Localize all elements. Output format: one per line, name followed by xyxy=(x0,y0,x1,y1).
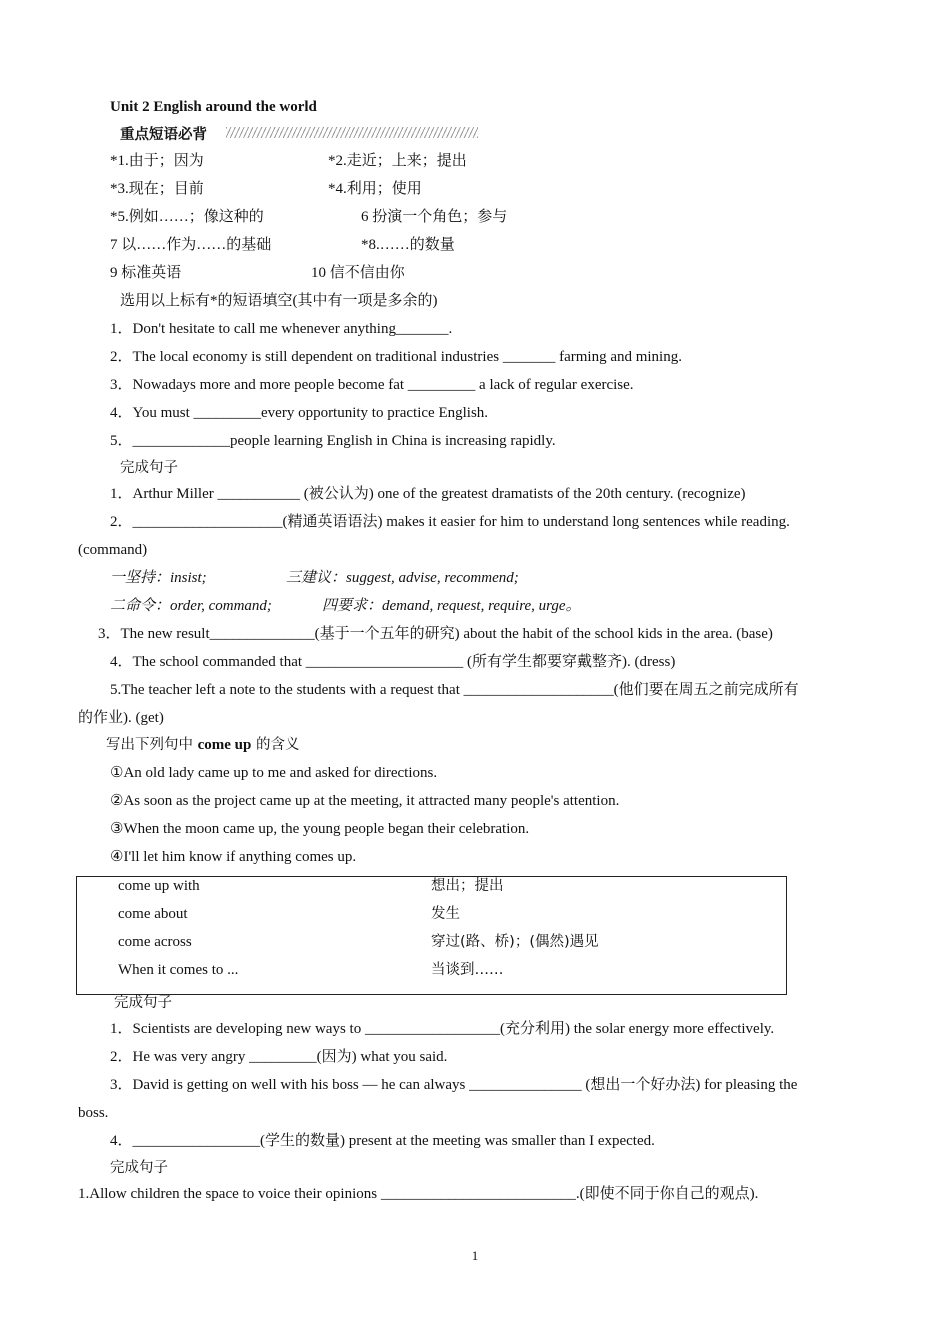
fill-question-4: 4．You must _________every opportunity to practice English. xyxy=(110,405,489,421)
table-phrase-4: When it comes to ... xyxy=(118,962,239,978)
phrase-3: *3.现在；目前 xyxy=(110,181,204,197)
table-phrase-3: come across xyxy=(118,934,192,950)
complete-question-4: 4．The school commanded that _____________________ (所有学生都要穿戴整齐). (dress) xyxy=(110,654,676,670)
come-up-sentence-4: ④I'll let him know if anything comes up. xyxy=(110,849,357,865)
complete-question-5-cont: 的作业). (get) xyxy=(78,710,164,726)
heading-text-bold: come up xyxy=(197,737,252,753)
table-phrase-1: come up with xyxy=(118,878,200,894)
table-meaning-1: 想出；提出 xyxy=(431,878,504,894)
complete2-question-3-cont: boss. xyxy=(78,1105,109,1121)
table-meaning-4: 当谈到…… xyxy=(431,962,504,978)
fill-instruction: 选用以上标有*的短语填空(其中有一项是多余的) xyxy=(120,293,438,309)
phrase-1: *1.由于；因为 xyxy=(110,153,204,169)
come-up-sentence-1: ①An old lady came up to me and asked for directions. xyxy=(110,765,438,781)
page-number: 1 xyxy=(471,1248,479,1263)
fill-question-3: 3．Nowadays more and more people become fat _________ a lack of regular exercise. xyxy=(110,377,634,393)
fill-question-5: 5．_____________people learning English in China is increasing rapidly. xyxy=(110,433,556,449)
phrase-2: *2.走近；上来；提出 xyxy=(328,153,467,169)
page-title: Unit 2 English around the world xyxy=(110,99,317,115)
fill-question-1: 1．Don't hesitate to call me whenever anything_______. xyxy=(110,321,453,337)
phrase-5: *5.例如……；像这种的 xyxy=(110,209,264,225)
table-meaning-2: 发生 xyxy=(431,906,460,922)
complete-question-1: 1．Arthur Miller ___________ (被公认为) one of the greatest dramatists of the 20th century. (recognize) xyxy=(110,486,746,502)
complete3-question-1: 1.Allow children the space to voice their opinions __________________________.(即使不同于你自己的观点). xyxy=(78,1186,759,1202)
phrase-10: 10 信不信由你 xyxy=(311,265,405,281)
note-demand: 四要求：demand, request, require, urge。 xyxy=(322,598,581,614)
note-insist: 一坚持：insist; xyxy=(110,570,207,586)
complete2-question-4: 4．_________________(学生的数量) present at the meeting was smaller than I expected. xyxy=(110,1133,655,1149)
section-heading-come-up xyxy=(106,735,299,755)
section-heading-phrases: 重点短语必背 xyxy=(120,127,207,143)
complete-question-2-cont: (command) xyxy=(78,542,148,558)
complete2-question-2: 2．He was very angry _________(因为) what you said. xyxy=(110,1049,448,1065)
complete-question-2: 2．____________________(精通英语语法) makes it easier for him to understand long sentences while reading. xyxy=(110,514,790,530)
heading-text-pre: 写出下列句中 xyxy=(106,737,198,753)
complete2-question-3: 3．David is getting on well with his boss — he can always _______________ (想出一个好办法) for pleasing the xyxy=(110,1077,798,1093)
section-heading-complete-1: 完成句子 xyxy=(120,460,178,476)
come-up-sentence-2: ②As soon as the project came up at the meeting, it attracted many people's attention. xyxy=(110,793,620,809)
section-heading-complete-3: 完成句子 xyxy=(110,1160,168,1176)
phrase-9: 9 标准英语 xyxy=(110,265,182,281)
phrase-8: *8.……的数量 xyxy=(361,237,455,253)
complete2-question-1: 1．Scientists are developing new ways to __________________(充分利用) the solar energy more effectively. xyxy=(110,1021,775,1037)
phrase-7: 7 以……作为……的基础 xyxy=(110,237,272,253)
note-suggest: 三建议：suggest, advise, recommend; xyxy=(286,570,519,586)
table-phrase-2: come about xyxy=(118,906,188,922)
phrase-6: 6 扮演一个角色；参与 xyxy=(361,209,508,225)
section-heading-complete-2: 完成句子 xyxy=(114,995,172,1011)
note-command: 二命令：order, command; xyxy=(110,598,272,614)
heading-hatch-decoration xyxy=(226,127,478,138)
fill-question-2: 2．The local economy is still dependent on traditional industries _______ farming and mining. xyxy=(110,349,682,365)
phrase-4: *4.利用；使用 xyxy=(328,181,422,197)
complete-question-3: 3．The new result______________(基于一个五年的研究) about the habit of the school kids in the area. (base) xyxy=(98,626,773,642)
come-up-sentence-3: ③When the moon came up, the young people began their celebration. xyxy=(110,821,530,837)
complete-question-5: 5.The teacher left a note to the students with a request that ____________________(他们要在周五之前完成所有 xyxy=(110,682,799,698)
heading-text-post: 的含义 xyxy=(251,737,300,753)
table-meaning-3: 穿过(路、桥)；(偶然)遇见 xyxy=(431,934,599,950)
